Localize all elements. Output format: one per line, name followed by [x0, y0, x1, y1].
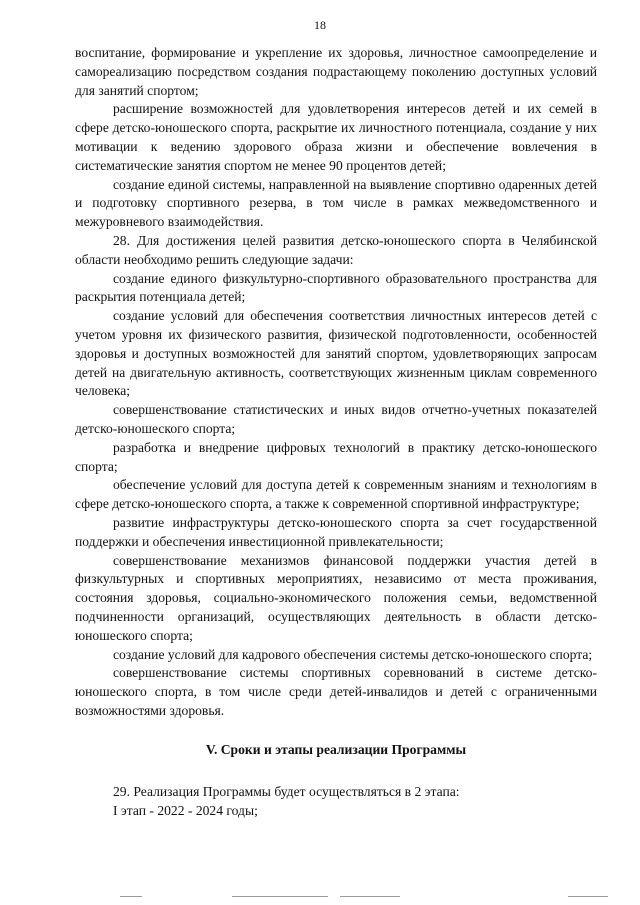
document-body: [75, 44, 597, 821]
paragraph: совершенствование системы спортивных соревнований в системе детско-юношеского спорта, в том числе среди детей-инвалидов и детей с ограниченными возможностями здоровья.: [75, 665, 597, 718]
section-heading: V. Сроки и этапы реализации Программы: [205, 741, 467, 757]
paragraph: совершенствование механизмов финансовой поддержки участия детей в физкультурных и спортивных мероприятиях, независимо от места проживания, состояния здоровья, социально-экономического положения семьи, ведомственной подчиненности организаций, осуществляющих деятельность в области детско-юношеского спорта;: [75, 552, 597, 643]
page-number: 18: [314, 18, 326, 32]
paragraph: воспитание, формирование и укрепление их здоровья, личностное самоопределение и самореализацию посредством создания подрастающему поколению доступных условий для занятий спортом;: [75, 45, 597, 98]
paragraph: разработка и внедрение цифровых технологий в практику детско-юношеского спорта;: [75, 439, 597, 474]
scan-footer-marks: [0, 896, 640, 902]
paragraph: I этап - 2022 - 2024 годы;: [113, 803, 258, 819]
paragraph: расширение возможностей для удовлетворения интересов детей и их семей в сфере детско-юношеского спорта, раскрытие их личностного потенциала, создание у них мотивации к ведению здорового образа жизни и обеспечение вовлечения в систематические занятия спортом не менее 90 процентов детей;: [75, 101, 597, 173]
paragraph: 28. Для достижения целей развития детско-юношеского спорта в Челябинской области необходимо решить следующие задачи:: [75, 232, 597, 267]
paragraph: создание условий для кадрового обеспечения системы детско-юношеского спорта;: [113, 646, 593, 662]
paragraph: создание единой системы, направленной на выявление спортивно одаренных детей и подготовку спортивного резерва, в том числе в рамках межведомственного и межуровневого взаимодействия.: [75, 176, 597, 230]
paragraph: обеспечение условий для доступа детей к современным знаниям и технологиям в сфере детско-юношеского спорта, а также к современной спортивной инфраструктуре;: [75, 477, 597, 512]
paragraph: 29. Реализация Программы будет осуществляться в 2 этапа:: [113, 784, 460, 800]
paragraph: совершенствование статистических и иных видов отчетно-учетных показателей детско-юношеского спорта;: [75, 402, 597, 436]
paragraph: создание единого физкультурно-спортивного образовательного пространства для раскрытия потенциала детей;: [75, 270, 597, 305]
paragraph: создание условий для обеспечения соответствия личностных интересов детей с учетом уровня их физического развития, физической подготовленности, особенностей здоровья и доступных возможностей для занятий спортом, удовлетворяющих запросам детей на двигательную активность, соответствующих жизненным циклам современного человека;: [75, 308, 597, 399]
paragraph: развитие инфраструктуры детско-юношеского спорта за счет государственной поддержки и обеспечения инвестиционной привлекательности;: [75, 514, 597, 549]
